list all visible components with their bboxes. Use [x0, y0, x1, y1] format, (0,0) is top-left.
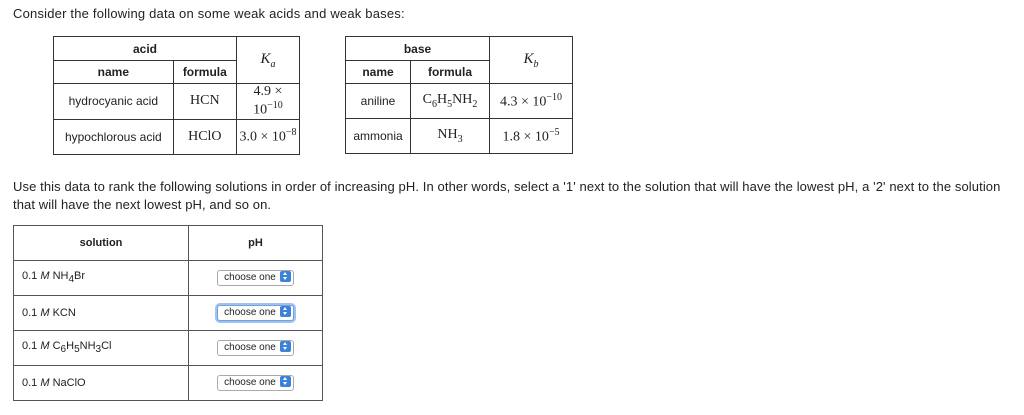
ph-select[interactable]: choose one — [217, 375, 294, 391]
acid-table — [53, 36, 300, 155]
acid-formula: HCN — [173, 84, 236, 120]
chevron-updown-icon — [280, 341, 291, 352]
base-formula: $C_6H_5NH_2$ — [411, 84, 490, 119]
ka-header: $K_a$ — [237, 37, 300, 84]
kb-value: $4.3 \times 10^{-10}$ — [490, 84, 573, 119]
base-name-header: name — [346, 61, 411, 84]
acid-formula: HClO — [173, 119, 236, 154]
base-name: aniline — [346, 84, 411, 119]
chevron-updown-icon — [280, 306, 291, 317]
table-row — [14, 296, 323, 331]
solutions-table — [13, 225, 323, 401]
base-formula: $NH_3$ — [411, 119, 490, 154]
table-row — [54, 119, 300, 154]
solution-name: 0.1 M KCN — [14, 296, 189, 331]
ph-header: pH — [189, 226, 323, 261]
table-row — [14, 366, 323, 401]
base-name: ammonia — [346, 119, 411, 154]
table-row — [14, 331, 323, 366]
solution-name: 0.1 M $NH_4Br$ — [14, 261, 189, 296]
ph-select[interactable]: choose one — [217, 340, 294, 356]
base-group-header: base — [346, 37, 490, 61]
acid-name: hypochlorous acid — [54, 119, 174, 154]
solution-header: solution — [14, 226, 189, 261]
table-row — [14, 261, 323, 296]
ph-select[interactable]: choose one — [217, 305, 294, 321]
solution-name: 0.1 M $C_6H_5NH_3Cl$ — [14, 331, 189, 366]
kb-header: $K_b$ — [490, 37, 573, 84]
kb-value: $1.8 \times 10^{-5}$ — [490, 119, 573, 154]
ka-value: $3.0 \times 10^{-8}$ — [237, 119, 300, 154]
table-row — [54, 84, 300, 120]
acid-formula-header: formula — [173, 61, 236, 84]
solution-name: 0.1 M NaClO — [14, 366, 189, 401]
chevron-updown-icon — [280, 271, 291, 282]
ph-select[interactable]: choose one — [217, 270, 294, 286]
base-formula-header: formula — [411, 61, 490, 84]
table-row — [346, 119, 573, 154]
acid-group-header: acid — [54, 37, 237, 61]
intro-text: Consider the following data on some weak acids and weak bases: — [13, 6, 405, 21]
acid-name-header: name — [54, 61, 174, 84]
chevron-updown-icon — [280, 376, 291, 387]
question-text: Use this data to rank the following solutions in order of increasing pH. In other words, select a '1' next to the solution that will have the lowest pH, a '2' next to the solution that will have the next lowest pH, and so on. — [13, 179, 1001, 212]
ka-value: $4.9 \times 10^{-10}$ — [237, 84, 300, 120]
table-row — [346, 84, 573, 119]
base-table — [345, 36, 573, 154]
acid-name: hydrocyanic acid — [54, 84, 174, 120]
